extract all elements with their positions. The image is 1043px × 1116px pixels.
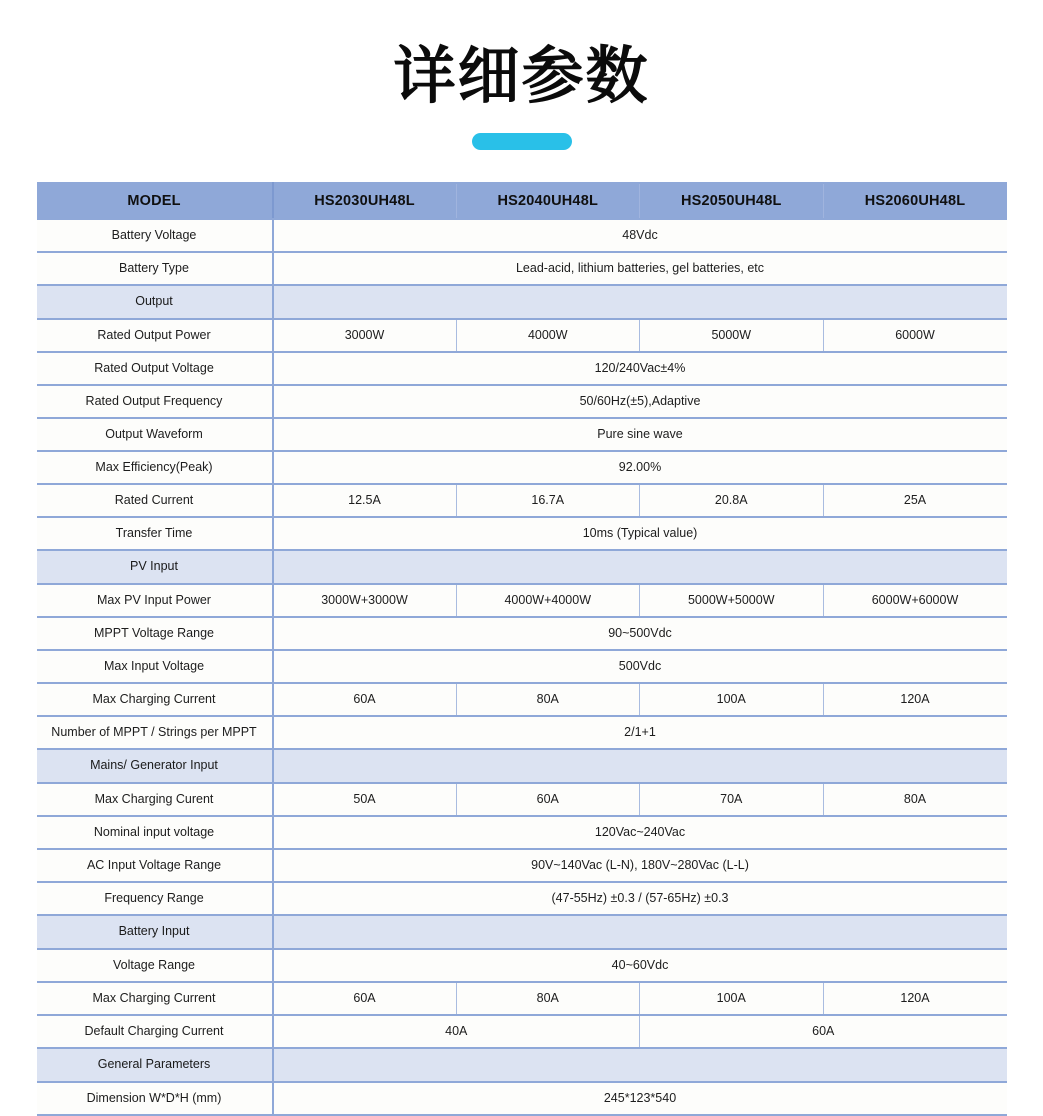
spec-value: 6000W+6000W: [823, 584, 1007, 617]
spec-value: 80A: [456, 982, 640, 1015]
table-row: [37, 484, 1007, 517]
section-spacer: [273, 285, 1007, 319]
section-spacer: [273, 550, 1007, 584]
spec-label: Voltage Range: [37, 949, 273, 982]
spec-label: Rated Output Voltage: [37, 352, 273, 385]
table-row: [37, 451, 1007, 484]
section-row: [37, 749, 1007, 783]
spec-label: Battery Type: [37, 252, 273, 285]
spec-value-all-models: 50/60Hz(±5),Adaptive: [273, 385, 1007, 418]
table-row: [37, 1082, 1007, 1115]
spec-value: 60A: [640, 1015, 1007, 1048]
spec-value: 12.5A: [273, 484, 457, 517]
spec-label: Max Input Voltage: [37, 650, 273, 683]
table-row: [37, 252, 1007, 285]
spec-value-all-models: 2/1+1: [273, 716, 1007, 749]
spec-label: Frequency Range: [37, 882, 273, 915]
spec-label: Transfer Time: [37, 517, 273, 550]
column-header-hs2040: HS2040UH48L: [456, 183, 640, 219]
spec-value: 25A: [823, 484, 1007, 517]
table-header-row: [37, 183, 1007, 219]
section-label: Output: [37, 285, 273, 319]
table-row: [37, 1015, 1007, 1048]
table-row: [37, 517, 1007, 550]
spec-value: 60A: [456, 783, 640, 816]
spec-label: Max PV Input Power: [37, 584, 273, 617]
table-row: [37, 584, 1007, 617]
spec-value: 80A: [823, 783, 1007, 816]
spec-value: 50A: [273, 783, 457, 816]
spec-label: Dimension W*D*H (mm): [37, 1082, 273, 1115]
table-body: [37, 219, 1007, 1115]
section-spacer: [273, 749, 1007, 783]
spec-value-all-models: 500Vdc: [273, 650, 1007, 683]
page-title: 详细参数: [393, 39, 650, 112]
spec-value-all-models: 90V~140Vac (L-N), 180V~280Vac (L-L): [273, 849, 1007, 882]
spec-value: 3000W: [273, 319, 457, 352]
table-row: [37, 352, 1007, 385]
spec-label: Max Efficiency(Peak): [37, 451, 273, 484]
spec-label: Max Charging Current: [37, 982, 273, 1015]
table-header: [37, 183, 1007, 219]
spec-value: 60A: [273, 683, 457, 716]
spec-table-container: [37, 182, 1007, 1116]
column-header-hs2060: HS2060UH48L: [823, 183, 1007, 219]
section-row: [37, 1048, 1007, 1082]
section-spacer: [273, 1048, 1007, 1082]
section-row: [37, 915, 1007, 949]
spec-value-all-models: 92.00%: [273, 451, 1007, 484]
table-row: [37, 650, 1007, 683]
column-header-hs2030: HS2030UH48L: [273, 183, 457, 219]
spec-value: 5000W: [640, 319, 824, 352]
spec-value-all-models: 10ms (Typical value): [273, 517, 1007, 550]
table-row: [37, 849, 1007, 882]
spec-value-all-models: 40~60Vdc: [273, 949, 1007, 982]
spec-value: 16.7A: [456, 484, 640, 517]
spec-value: 120A: [823, 683, 1007, 716]
table-row: [37, 219, 1007, 252]
spec-value-all-models: 48Vdc: [273, 219, 1007, 252]
spec-value: 20.8A: [640, 484, 824, 517]
column-header-hs2050: HS2050UH48L: [640, 183, 824, 219]
table-row: [37, 882, 1007, 915]
spec-value: 4000W: [456, 319, 640, 352]
column-header-model: MODEL: [37, 183, 273, 219]
section-label: General Parameters: [37, 1048, 273, 1082]
section-row: [37, 285, 1007, 319]
spec-value-all-models: 120/240Vac±4%: [273, 352, 1007, 385]
spec-label: Battery Voltage: [37, 219, 273, 252]
spec-value: 6000W: [823, 319, 1007, 352]
table-row: [37, 683, 1007, 716]
table-row: [37, 617, 1007, 650]
title-block: [0, 0, 1043, 150]
spec-value-all-models: (47-55Hz) ±0.3 / (57-65Hz) ±0.3: [273, 882, 1007, 915]
section-spacer: [273, 915, 1007, 949]
table-row: [37, 716, 1007, 749]
spec-label: Rated Output Power: [37, 319, 273, 352]
spec-value: 60A: [273, 982, 457, 1015]
spec-value-all-models: 120Vac~240Vac: [273, 816, 1007, 849]
spec-value: 80A: [456, 683, 640, 716]
spec-value: 120A: [823, 982, 1007, 1015]
spec-value: 100A: [640, 683, 824, 716]
table-row: [37, 982, 1007, 1015]
spec-label: Rated Output Frequency: [37, 385, 273, 418]
section-row: [37, 550, 1007, 584]
spec-value: 5000W+5000W: [640, 584, 824, 617]
spec-label: Max Charging Curent: [37, 783, 273, 816]
table-row: [37, 385, 1007, 418]
spec-value: 40A: [273, 1015, 640, 1048]
table-row: [37, 783, 1007, 816]
table-row: [37, 816, 1007, 849]
spec-label: AC Input Voltage Range: [37, 849, 273, 882]
specification-table: [37, 182, 1007, 1116]
spec-value-all-models: 90~500Vdc: [273, 617, 1007, 650]
title-accent-bar: [472, 133, 572, 150]
spec-label: Output Waveform: [37, 418, 273, 451]
section-label: Battery Input: [37, 915, 273, 949]
spec-label: Default Charging Current: [37, 1015, 273, 1048]
spec-value-all-models: 245*123*540: [273, 1082, 1007, 1115]
table-row: [37, 319, 1007, 352]
spec-value-all-models: Pure sine wave: [273, 418, 1007, 451]
spec-value: 100A: [640, 982, 824, 1015]
spec-value-all-models: Lead-acid, lithium batteries, gel batteries, etc: [273, 252, 1007, 285]
spec-label: Number of MPPT / Strings per MPPT: [37, 716, 273, 749]
section-label: Mains/ Generator Input: [37, 749, 273, 783]
section-label: PV Input: [37, 550, 273, 584]
spec-label: Nominal input voltage: [37, 816, 273, 849]
spec-label: Max Charging Current: [37, 683, 273, 716]
spec-label: MPPT Voltage Range: [37, 617, 273, 650]
table-row: [37, 418, 1007, 451]
spec-value: 70A: [640, 783, 824, 816]
table-row: [37, 949, 1007, 982]
spec-label: Rated Current: [37, 484, 273, 517]
spec-value: 4000W+4000W: [456, 584, 640, 617]
spec-value: 3000W+3000W: [273, 584, 457, 617]
